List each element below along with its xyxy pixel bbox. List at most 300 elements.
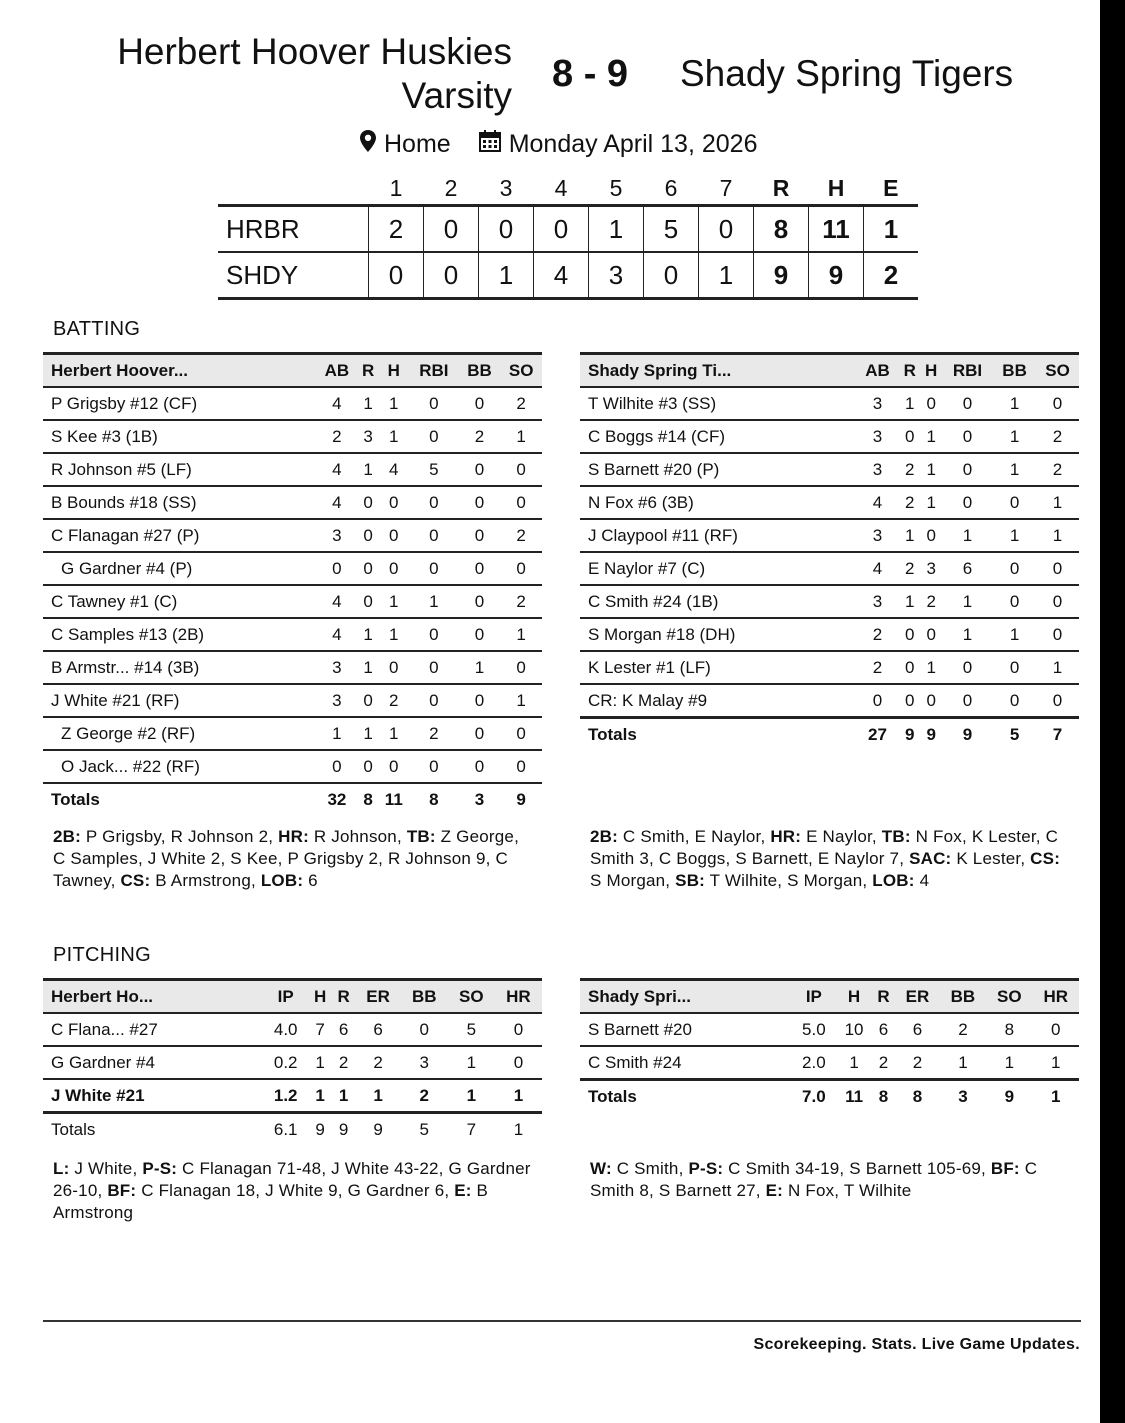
line-score-total: 11 (809, 206, 864, 253)
stat-value: 1 (942, 618, 993, 651)
stat-value: 0 (316, 750, 358, 783)
stat-value: 1 (358, 387, 379, 420)
stat-column-header: RBI (942, 354, 993, 388)
player-name: C Boggs #14 (CF) (580, 420, 856, 453)
line-score-team: HRBR (226, 213, 300, 244)
stat-column-header: R (899, 354, 920, 388)
stat-value: 0 (500, 453, 542, 486)
stat-column-header: AB (316, 354, 358, 388)
stat-value: 0 (459, 618, 501, 651)
stat-value: 0 (409, 684, 459, 717)
note-text: 6 (303, 871, 318, 890)
totals-label: Totals (588, 1086, 637, 1106)
stat-value: 0 (500, 486, 542, 519)
stat-value: 0 (1033, 1013, 1079, 1046)
stat-value: 1 (993, 453, 1036, 486)
stat-value: 0 (500, 750, 542, 783)
total-value: 8 (363, 789, 373, 809)
note-label: E: (454, 1181, 472, 1200)
stat-value: 1 (500, 420, 542, 453)
home-team-level: Varsity (401, 75, 512, 116)
stat-value: 0 (379, 486, 409, 519)
total-value: 6.1 (273, 1119, 298, 1139)
note-label: L: (53, 1159, 70, 1178)
player-name: J Claypool #11 (RF) (580, 519, 856, 552)
totals-label: Totals (588, 724, 637, 744)
stat-value: 1 (355, 1079, 400, 1113)
player-name: C Flana... #27 (43, 1013, 263, 1046)
stat-value: 0 (409, 618, 459, 651)
player-row (43, 1046, 542, 1079)
stat-value: 0 (358, 750, 379, 783)
note-text: S Morgan, (590, 871, 676, 890)
stat-column-header: BB (401, 980, 448, 1014)
stat-value: 0 (409, 420, 459, 453)
stat-value: 0 (358, 519, 379, 552)
inning-header: 6 (664, 174, 678, 201)
stat-column-header: HR (1033, 980, 1079, 1014)
player-row (43, 585, 542, 618)
stat-value: 2 (899, 453, 920, 486)
stat-column-header: SO (986, 980, 1032, 1014)
total-value: 3 (958, 1086, 968, 1106)
total-value: 9 (962, 724, 973, 744)
stats-header-row (580, 980, 1079, 1014)
stat-value: 1 (1036, 519, 1079, 552)
stat-value: 6 (895, 1013, 940, 1046)
stat-value: 4 (316, 585, 358, 618)
stat-value: 1 (358, 717, 379, 750)
stat-value: 1 (316, 717, 358, 750)
note-label: P-S: (688, 1159, 724, 1178)
stat-value: 1 (379, 618, 409, 651)
stat-column-header: R (332, 980, 356, 1014)
note-label: CS: (1030, 849, 1061, 868)
stat-value: 2 (856, 651, 899, 684)
stat-value: 4 (316, 453, 358, 486)
player-name: S Kee #3 (1B) (43, 420, 316, 453)
stat-value: 2 (940, 1013, 986, 1046)
total-value: 8 (878, 1086, 889, 1106)
line-score-table (218, 172, 918, 300)
stat-column-header: BB (940, 980, 986, 1014)
stat-value: 7 (308, 1013, 332, 1046)
stat-value: 1 (899, 585, 920, 618)
stat-value: 0 (899, 618, 920, 651)
note-label: TB: (406, 827, 436, 846)
total-value: 32 (327, 789, 347, 809)
line-score-total: 2 (864, 252, 919, 299)
stat-value: 0 (993, 651, 1036, 684)
stat-value: 2 (500, 519, 542, 552)
inning-header: 4 (554, 174, 568, 201)
stat-value: 1 (1036, 651, 1079, 684)
stat-value: 1 (448, 1046, 495, 1079)
total-value: 7 (466, 1119, 477, 1139)
stat-value: 0 (358, 684, 379, 717)
stat-value: 1 (993, 519, 1036, 552)
stat-column-header: H (379, 354, 409, 388)
stat-value: 0 (459, 684, 501, 717)
stat-value: 0 (500, 651, 542, 684)
stat-value: 1 (920, 420, 941, 453)
stat-value: 1 (993, 387, 1036, 420)
line-score-row (218, 206, 918, 253)
stat-value: 1 (495, 1079, 542, 1113)
player-row (43, 750, 542, 783)
stat-value: 6 (332, 1013, 356, 1046)
stat-value: 0 (409, 519, 459, 552)
footer-divider (43, 1320, 1081, 1322)
stat-value: 0 (1036, 585, 1079, 618)
stat-column-header: SO (500, 354, 542, 388)
note-text: C Smith 8, S Barnett 27, (590, 1159, 1038, 1200)
stat-value: 0 (899, 651, 920, 684)
stat-value: 0 (459, 750, 501, 783)
stat-column-header: ER (355, 980, 400, 1014)
stat-value: 0 (459, 717, 501, 750)
stat-value: 0 (1036, 618, 1079, 651)
stat-value: 1 (379, 585, 409, 618)
note-text: R Johnson, (308, 827, 407, 846)
stat-value: 1 (993, 420, 1036, 453)
home-pitching-notes (53, 1158, 533, 1224)
total-value: 9 (338, 1119, 349, 1139)
stat-value: 0 (409, 750, 459, 783)
note-text: N Fox, T Wilhite (783, 1181, 912, 1200)
total-value: 9 (904, 724, 915, 744)
player-name: C Smith #24 (580, 1046, 792, 1080)
player-row (43, 552, 542, 585)
stat-value: 3 (316, 519, 358, 552)
note-label: P-S: (142, 1159, 178, 1178)
stat-value: 0 (920, 618, 941, 651)
batting-section-label: BATTING (53, 318, 141, 340)
inning-header: 3 (499, 174, 513, 201)
player-row (580, 486, 1079, 519)
stat-column-header: HR (495, 980, 542, 1014)
inning-runs: 4 (534, 252, 589, 299)
note-label: LOB: (260, 871, 304, 890)
player-name: B Bounds #18 (SS) (43, 486, 316, 519)
player-name: E Naylor #7 (C) (580, 552, 856, 585)
total-value: 7 (1052, 724, 1063, 744)
stat-column-header: IP (792, 980, 837, 1014)
note-label: CS: (120, 871, 151, 890)
totals-header: R (772, 174, 790, 201)
note-text: T Wilhite, S Morgan, (705, 871, 873, 890)
stat-value: 0 (379, 651, 409, 684)
note-label: BF: (107, 1181, 137, 1200)
inning-runs: 0 (644, 252, 699, 299)
stat-value: 1 (448, 1079, 495, 1113)
note-label: 2B: (590, 827, 618, 846)
player-row (43, 618, 542, 651)
totals-row (580, 1080, 1079, 1113)
note-label: HR: (278, 827, 309, 846)
total-value: 9 (315, 1119, 325, 1139)
total-value: 8 (912, 1086, 923, 1106)
player-row (580, 453, 1079, 486)
player-name: G Gardner #4 (43, 1046, 263, 1079)
stat-column-header: RBI (409, 354, 459, 388)
stat-value: 2 (872, 1046, 895, 1080)
home-batting-notes (53, 826, 533, 892)
player-name: B Armstr... #14 (3B) (43, 651, 316, 684)
stat-value: 0 (459, 453, 501, 486)
note-text: P Grigsby, R Johnson 2, (81, 827, 279, 846)
stat-value: 0 (942, 486, 993, 519)
line-score-row (218, 252, 918, 299)
stat-value: 0 (1036, 552, 1079, 585)
player-name: O Jack... #22 (RF) (43, 750, 316, 783)
stat-column-header: H (308, 980, 332, 1014)
stat-value: 0 (993, 585, 1036, 618)
stat-column-header: H (920, 354, 941, 388)
stat-value: 4 (856, 486, 899, 519)
player-row (580, 387, 1079, 420)
note-label: SB: (675, 871, 706, 890)
totals-row (43, 783, 542, 815)
stat-value: 2 (401, 1079, 448, 1113)
stat-column-header: IP (263, 980, 308, 1014)
note-text: Z George, C Samples, J White 2, S Kee, P Grigsby 2, R Johnson 9, C Tawney, (53, 827, 520, 890)
total-value: 5 (419, 1119, 429, 1139)
stat-column-header: BB (993, 354, 1036, 388)
note-label: W: (590, 1159, 612, 1178)
stat-value: 8 (986, 1013, 1032, 1046)
player-row (580, 585, 1079, 618)
home-pitching-table (43, 978, 542, 1145)
location-pin-icon (360, 128, 376, 160)
stat-value: 2 (379, 684, 409, 717)
total-value: 9 (1004, 1086, 1015, 1106)
stat-value: 0 (993, 552, 1036, 585)
player-name: CR: K Malay #9 (580, 684, 856, 718)
game-date: Monday April 13, 2026 (508, 130, 758, 158)
note-label: TB: (881, 827, 911, 846)
inning-header: 2 (444, 174, 458, 201)
stat-value: 0 (358, 552, 379, 585)
stat-value: 3 (316, 651, 358, 684)
total-value: 8 (429, 789, 439, 809)
stat-column-header: R (358, 354, 379, 388)
stat-value: 1 (942, 585, 993, 618)
stat-value: 2 (1036, 420, 1079, 453)
player-row (43, 717, 542, 750)
stat-value: 1 (899, 387, 920, 420)
stat-value: 0 (500, 717, 542, 750)
stat-value: 3 (316, 684, 358, 717)
stat-value: 1 (332, 1079, 356, 1113)
note-text: N Fox, K Lester, C Smith 3, C Boggs, S Barnett, E Naylor 7, (590, 827, 1059, 868)
pitching-section-label: PITCHING (53, 944, 151, 966)
stat-column-header: SO (448, 980, 495, 1014)
game-meta (360, 128, 757, 160)
stat-value: 0 (316, 552, 358, 585)
totals-header: H (827, 174, 845, 201)
player-row (580, 519, 1079, 552)
player-row (43, 420, 542, 453)
player-name: S Barnett #20 (580, 1013, 792, 1046)
total-value: 7.0 (802, 1086, 826, 1106)
stat-value: 0 (856, 684, 899, 718)
inning-header: 5 (609, 174, 623, 201)
note-text: C Smith 34-19, S Barnett 105-69, (723, 1159, 991, 1178)
player-name: K Lester #1 (LF) (580, 651, 856, 684)
stat-value: 0 (1036, 684, 1079, 718)
away-team-name: Shady Spring Tigers (680, 53, 1014, 94)
stat-column-header: AB (856, 354, 899, 388)
stat-value: 1 (379, 387, 409, 420)
inning-runs: 0 (699, 206, 754, 253)
stats-header-row (43, 980, 542, 1014)
stat-value: 0.2 (263, 1046, 308, 1079)
stats-header-row (580, 354, 1079, 388)
inning-runs: 0 (424, 206, 479, 253)
stat-value: 0 (379, 519, 409, 552)
player-row (43, 519, 542, 552)
total-value: 11 (384, 789, 403, 809)
stat-value: 3 (358, 420, 379, 453)
stat-value: 2 (920, 585, 941, 618)
total-value: 1 (513, 1119, 524, 1139)
stat-value: 10 (836, 1013, 872, 1046)
player-name: S Barnett #20 (P) (580, 453, 856, 486)
footer-tagline: Scorekeeping. Stats. Live Game Updates. (753, 1336, 1080, 1353)
note-label: 2B: (53, 827, 81, 846)
inning-runs: 0 (534, 206, 589, 253)
stat-value: 2 (409, 717, 459, 750)
total-value: 9 (373, 1119, 383, 1139)
total-value: 5 (1009, 724, 1020, 744)
note-text: 4 (914, 871, 930, 890)
total-value: 3 (474, 789, 485, 809)
line-score-total: 8 (754, 206, 809, 253)
stat-value: 6 (872, 1013, 895, 1046)
stat-value: 4 (316, 486, 358, 519)
player-name: J White #21 (RF) (43, 684, 316, 717)
stat-value: 1 (459, 651, 501, 684)
inning-runs: 5 (644, 206, 699, 253)
stat-value: 2 (500, 585, 542, 618)
note-label: LOB: (872, 871, 915, 890)
calendar-icon (479, 128, 501, 160)
stat-value: 0 (920, 387, 941, 420)
stat-value: 0 (942, 387, 993, 420)
player-row (43, 651, 542, 684)
note-text: C Smith, E Naylor, (618, 827, 771, 846)
player-row (43, 387, 542, 420)
stat-value: 2 (355, 1046, 400, 1079)
player-name: N Fox #6 (3B) (580, 486, 856, 519)
stat-value: 3 (920, 552, 941, 585)
inning-runs: 0 (369, 252, 424, 299)
stat-value: 3 (401, 1046, 448, 1079)
stat-value: 5 (409, 453, 459, 486)
player-name: C Tawney #1 (C) (43, 585, 316, 618)
note-label: SAC: (909, 849, 952, 868)
stat-value: 2 (316, 420, 358, 453)
stat-value: 1.2 (263, 1079, 308, 1113)
inning-runs: 0 (479, 206, 534, 253)
stat-value: 2 (459, 420, 501, 453)
totals-row (580, 718, 1079, 751)
total-value: 1 (1051, 1086, 1061, 1106)
stat-value: 1 (920, 486, 941, 519)
line-score-corner (218, 172, 369, 206)
stat-value: 1 (993, 618, 1036, 651)
stat-column-header: R (872, 980, 895, 1014)
note-text: B Armstrong, (150, 871, 261, 890)
away-batting-notes (590, 826, 1070, 892)
player-name: G Gardner #4 (P) (43, 552, 316, 585)
stat-value: 0 (993, 684, 1036, 718)
stat-value: 1 (308, 1079, 332, 1113)
line-score-total: 9 (809, 252, 864, 299)
stat-value: 3 (856, 420, 899, 453)
stat-value: 4 (856, 552, 899, 585)
away-batting-table (580, 352, 1079, 750)
stat-value: 1 (986, 1046, 1032, 1080)
total-value: 27 (868, 724, 887, 744)
total-value: 9 (516, 789, 526, 809)
stat-value: 0 (379, 750, 409, 783)
stat-value: 2 (332, 1046, 356, 1079)
totals-row (43, 1113, 542, 1146)
stat-value: 4 (316, 618, 358, 651)
player-row (580, 618, 1079, 651)
player-row (43, 1013, 542, 1046)
stat-value: 0 (459, 552, 501, 585)
stat-value: 2 (1036, 453, 1079, 486)
away-pitching-table (580, 978, 1079, 1112)
stat-value: 0 (495, 1046, 542, 1079)
stat-value: 4 (316, 387, 358, 420)
line-score-total: 9 (754, 252, 809, 299)
player-name: S Morgan #18 (DH) (580, 618, 856, 651)
stat-column-header: ER (895, 980, 940, 1014)
away-pitching-notes (590, 1158, 1070, 1202)
totals-label: Totals (51, 1119, 96, 1139)
note-label: BF: (990, 1159, 1020, 1178)
stat-value: 1 (308, 1046, 332, 1079)
stat-value: 0 (500, 552, 542, 585)
player-name: R Johnson #5 (LF) (43, 453, 316, 486)
stat-value: 4.0 (263, 1013, 308, 1046)
player-row (580, 651, 1079, 684)
stat-value: 0 (358, 486, 379, 519)
stat-value: 0 (379, 552, 409, 585)
inning-runs: 1 (479, 252, 534, 299)
inning-header: 7 (719, 174, 733, 201)
player-name: Z George #2 (RF) (43, 717, 316, 750)
player-row (43, 453, 542, 486)
player-name: J White #21 (43, 1079, 263, 1113)
stat-value: 1 (500, 684, 542, 717)
stat-value: 1 (500, 618, 542, 651)
stat-column-header: H (836, 980, 872, 1014)
stat-value: 2 (856, 618, 899, 651)
player-row (43, 684, 542, 717)
stat-value: 0 (459, 486, 501, 519)
stat-value: 0 (459, 387, 501, 420)
stat-value: 4 (379, 453, 409, 486)
note-text: E Naylor, (801, 827, 882, 846)
inning-runs: 0 (424, 252, 479, 299)
stats-header-row (43, 354, 542, 388)
team-column-header: Shady Spri... (580, 980, 792, 1014)
